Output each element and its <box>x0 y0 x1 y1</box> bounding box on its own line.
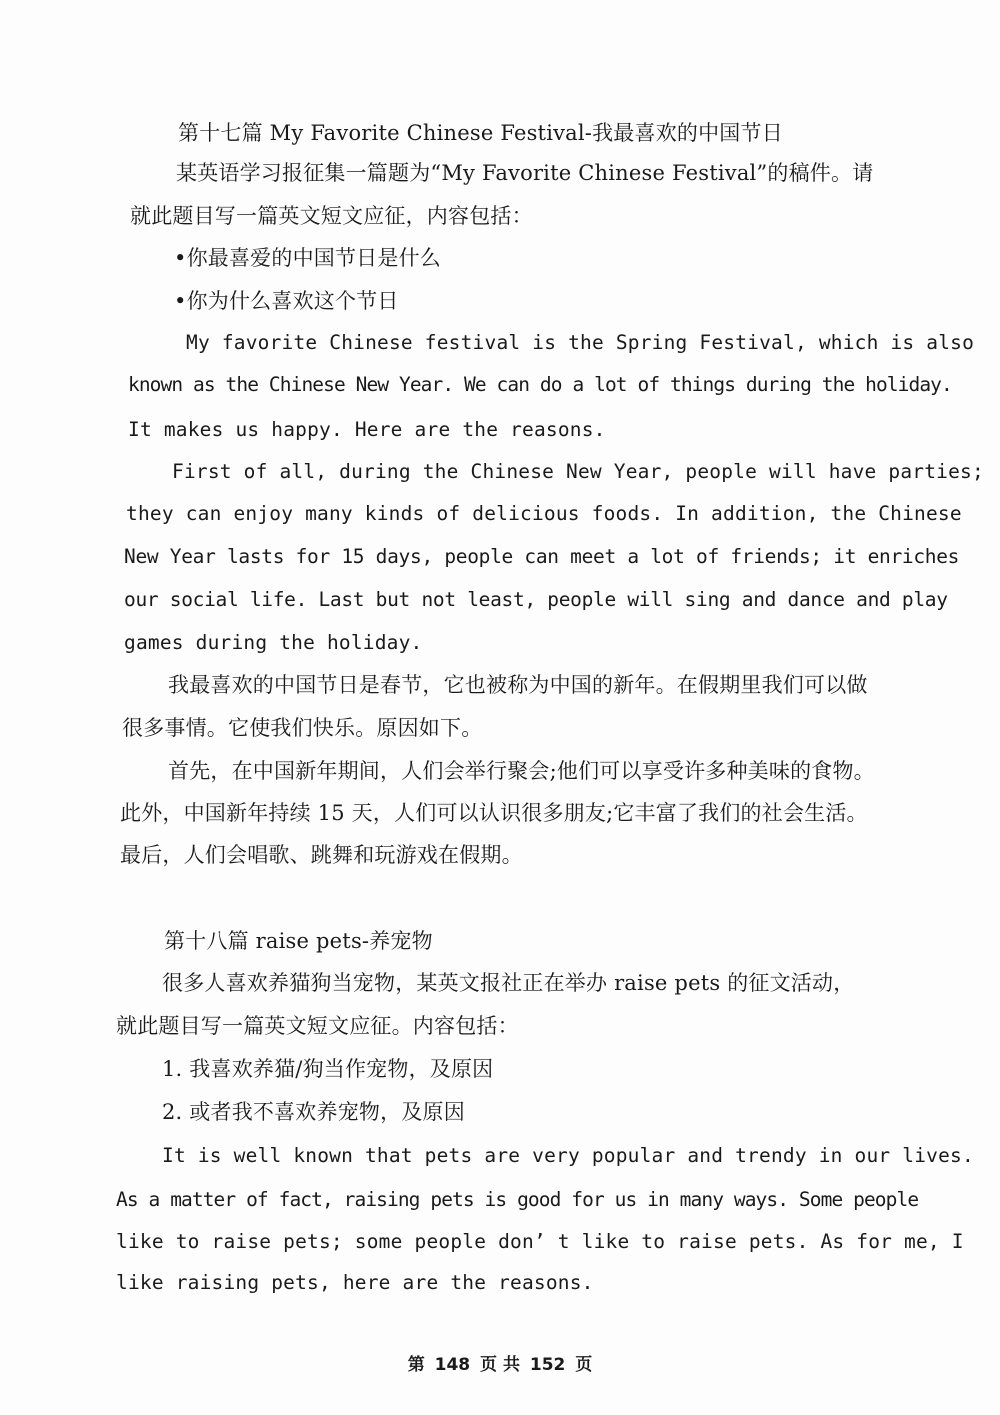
footer-mid: 页 共 <box>480 1355 520 1375</box>
essay-17-cn-line: 此外，中国新年持续 15 天，人们可以认识很多朋友;它丰富了我们的社会生活。 <box>120 801 868 825</box>
footer-total-pages: 152 <box>529 1355 566 1375</box>
footer-page-number: 148 <box>434 1355 471 1375</box>
section-17-prompt-line-1: 某英语学习报征集一篇题为“My Favorite Chinese Festival”的稿件。请 <box>176 161 874 185</box>
footer-prefix: 第 <box>407 1355 425 1375</box>
section-17-title: 第十七篇 My Favorite Chinese Festival-我最喜欢的中国节日 <box>178 121 783 145</box>
essay-17-cn-line: 首先，在中国新年期间，人们会举行聚会;他们可以享受许多种美味的食物。 <box>168 759 875 783</box>
footer-suffix: 页 <box>575 1355 593 1375</box>
page-footer <box>0 1350 1000 1375</box>
essay-17-en-line: First of all, during the Chinese New Year, people will have parties; <box>172 460 984 483</box>
section-18-item-2: 2. 或者我不喜欢养宠物，及原因 <box>162 1100 465 1124</box>
essay-18-en-line: It is well known that pets are very popular and trendy in our lives. <box>162 1144 974 1167</box>
essay-17-cn-line: 最后，人们会唱歌、跳舞和玩游戏在假期。 <box>120 843 523 867</box>
essay-17-en-line: games during the holiday. <box>124 631 423 654</box>
section-18-prompt-line-1: 很多人喜欢养猫狗当宠物，某英文报社正在举办 raise pets 的征文活动， <box>162 971 855 995</box>
essay-17-en-line: New Year lasts for 15 days, people can meet a lot of friends; it enriches <box>124 545 960 568</box>
section-17-bullet-2: •你为什么喜欢这个节日 <box>174 289 399 313</box>
section-18-item-1: 1. 我喜欢养猫/狗当作宠物，及原因 <box>162 1057 494 1081</box>
essay-17-cn-line: 很多事情。它使我们快乐。原因如下。 <box>122 716 483 740</box>
section-17-prompt-line-2: 就此题目写一篇英文短文应征，内容包括： <box>130 204 533 228</box>
essay-18-en-line: like to raise pets; some people don’ t like to raise pets. As for me, I <box>116 1230 964 1253</box>
essay-17-en-line: known as the Chinese New Year. We can do a lot of things during the holiday. <box>128 373 952 396</box>
essay-18-en-line: As a matter of fact, raising pets is good for us in many ways. Some people <box>116 1188 919 1211</box>
section-18-title: 第十八篇 raise pets-养宠物 <box>164 929 433 953</box>
essay-17-cn-line: 我最喜欢的中国节日是春节，它也被称为中国的新年。在假期里我们可以做 <box>168 673 868 697</box>
section-18-prompt-line-2: 就此题目写一篇英文短文应征。内容包括： <box>116 1014 519 1038</box>
essay-17-en-line: our social life. Last but not least, people will sing and dance and play <box>124 588 948 611</box>
essay-17-en-line: It makes us happy. Here are the reasons. <box>128 418 606 441</box>
section-17-bullet-1: •你最喜爱的中国节日是什么 <box>174 246 441 270</box>
essay-18-en-line: like raising pets, here are the reasons. <box>116 1271 594 1294</box>
essay-17-en-line: My favorite Chinese festival is the Spring Festival, which is also <box>186 331 975 354</box>
essay-17-en-line: they can enjoy many kinds of delicious foods. In addition, the Chinese <box>126 502 962 525</box>
